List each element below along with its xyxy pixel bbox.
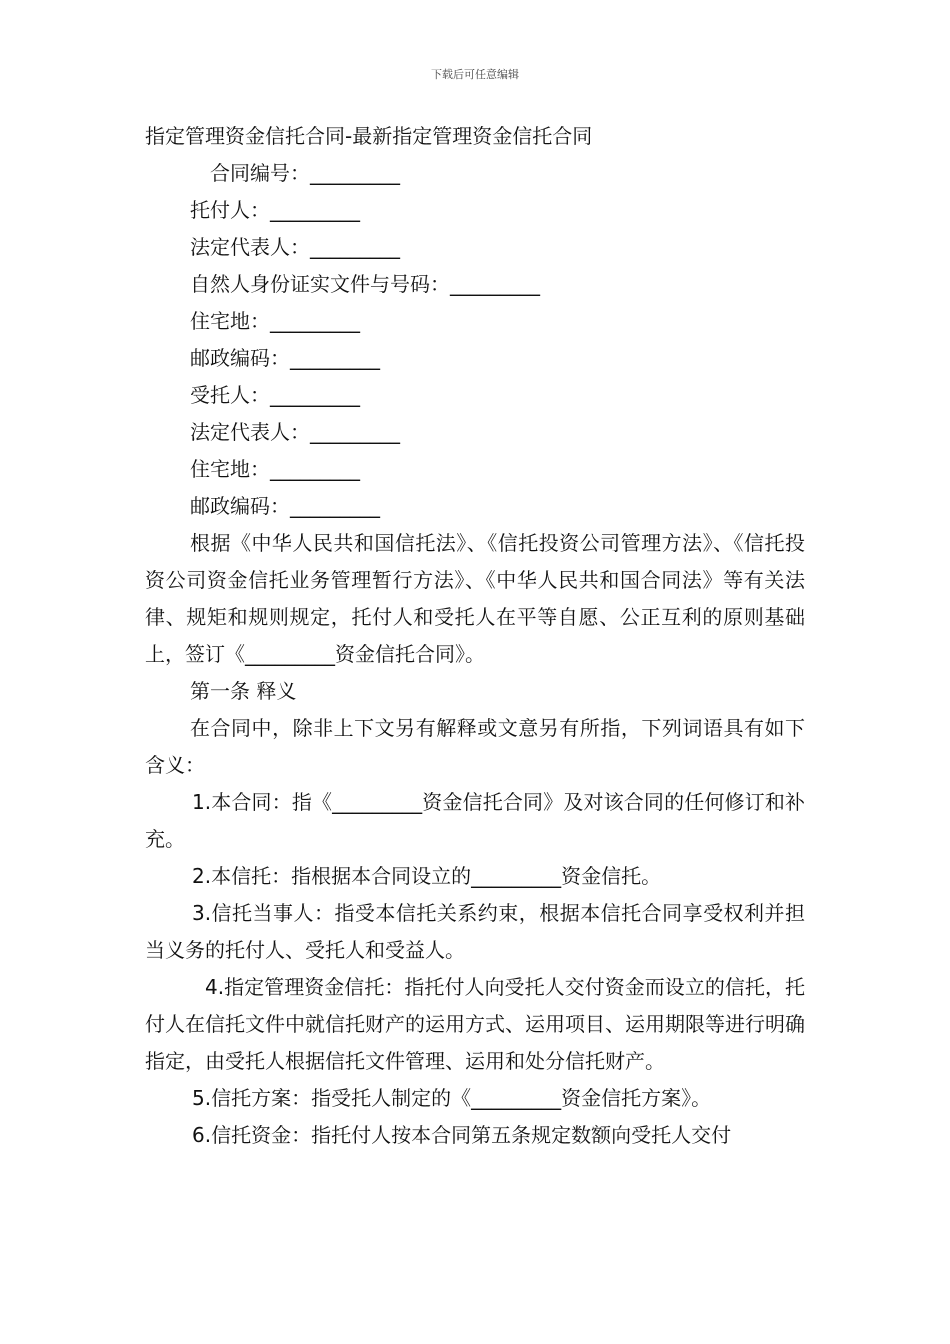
- field-contract-number: 合同编号：_________: [210, 161, 400, 185]
- document-body: [145, 118, 805, 1154]
- field-trustor-address: 住宅地：_________: [190, 309, 360, 333]
- definition-item: 1.本合同：指《_________资金信托合同》及对该合同的任何修订和补充。: [145, 790, 805, 851]
- preamble-paragraph: 根据《中华人民共和国信托法》、《信托投资公司管理方法》、《信托投资公司资金信托业务管理暂行方法》、《中华人民共和国合同法》等有关法律、规矩和规则规定，托付人和受托人在平等自愿、公正互利的原则基础上，签订《_________资金信托合同》。: [145, 531, 805, 666]
- field-trustor: 托付人：_________: [190, 198, 360, 222]
- field-trustee: 受托人：_________: [190, 383, 360, 407]
- field-id-document: 自然人身份证实文件与号码：_________: [190, 272, 540, 296]
- definition-item: 5.信托方案：指受托人制定的《_________资金信托方案》。: [192, 1086, 712, 1110]
- field-trustor-legal-rep: 法定代表人：_________: [190, 235, 400, 259]
- definition-item: 3.信托当事人：指受本信托关系约束，根据本信托合同享受权利并担当义务的托付人、受托人和受益人。: [145, 901, 805, 962]
- field-trustee-postcode: 邮政编码：_________: [190, 494, 380, 518]
- field-trustee-address: 住宅地：_________: [190, 457, 360, 481]
- document-title: 指定管理资金信托合同-最新指定管理资金信托合同: [145, 124, 593, 148]
- field-trustee-legal-rep: 法定代表人：_________: [190, 420, 400, 444]
- field-trustor-postcode: 邮政编码：_________: [190, 346, 380, 370]
- article-heading: 第一条 释义: [190, 679, 297, 703]
- definition-item: 2.本信托：指根据本合同设立的_________资金信托。: [192, 864, 662, 888]
- definition-item: 4.指定管理资金信托：指托付人向受托人交付资金而设立的信托，托付人在信托文件中就信托财产的运用方式、运用项目、运用期限等进行明确指定，由受托人根据信托文件管理、运用和处分信托财产。: [145, 975, 805, 1073]
- page-header: 下载后可任意编辑: [431, 68, 519, 81]
- definition-item: 6.信托资金：指托付人按本合同第五条规定数额向受托人交付: [192, 1123, 732, 1147]
- article-intro: 在合同中，除非上下文另有解释或文意另有所指，下列词语具有如下含义：: [145, 716, 805, 777]
